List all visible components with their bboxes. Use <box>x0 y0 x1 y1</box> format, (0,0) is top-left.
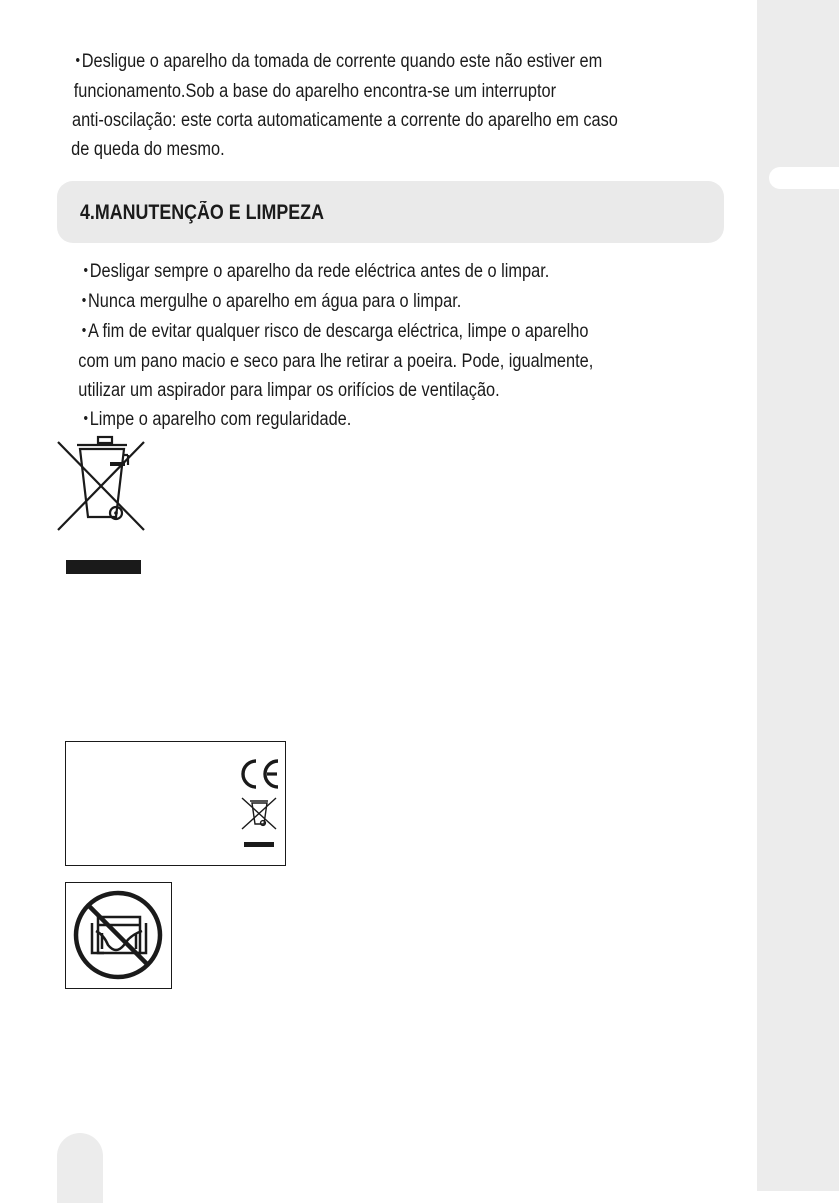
section-title: 4.MANUTENÇÃO E LIMPEZA <box>80 201 324 224</box>
bullet: • <box>81 322 87 339</box>
weee-underline-bar <box>66 560 141 574</box>
list-item-continuation: com um pano macio e seco para lhe retirar a poeira. Pode, igualmente, <box>78 351 594 372</box>
bullet: • <box>83 410 88 427</box>
list-item: •Desligar sempre o aparelho da rede eléctrica antes de o limpar. <box>83 261 550 282</box>
bullet: • <box>83 262 88 279</box>
intro-line: de queda do mesmo. <box>71 139 225 160</box>
bullet: • <box>81 292 87 309</box>
ce-mark-icon <box>236 758 282 790</box>
crossed-out-wheelie-bin-icon <box>40 432 150 532</box>
small-crossed-out-bin-icon <box>238 794 278 830</box>
side-tab-marker <box>769 167 839 189</box>
list-item: •Nunca mergulhe o aparelho em água para o limpar. <box>81 291 462 312</box>
intro-line: •Desligue o aparelho da tomada de corrente quando este não estiver em <box>75 51 603 72</box>
bullet: • <box>75 52 80 69</box>
maintenance-list <box>80 257 593 435</box>
intro-line: anti-oscilação: este corta automaticamente a corrente do aparelho em caso <box>72 110 618 131</box>
intro-line: funcionamento.Sob a base do aparelho encontra-se um interruptor <box>73 81 557 102</box>
small-weee-bar <box>244 842 274 847</box>
list-item: •Limpe o aparelho com regularidade. <box>83 409 352 430</box>
do-not-cover-icon <box>65 882 172 989</box>
intro-paragraph <box>72 47 618 164</box>
product-label-box <box>65 741 286 866</box>
page-number-tab <box>57 1133 103 1203</box>
list-item-continuation: utilizar um aspirador para limpar os orifícios de ventilação. <box>78 380 500 401</box>
list-item: •A fim de evitar qualquer risco de descarga eléctrica, limpe o aparelho <box>81 321 589 342</box>
